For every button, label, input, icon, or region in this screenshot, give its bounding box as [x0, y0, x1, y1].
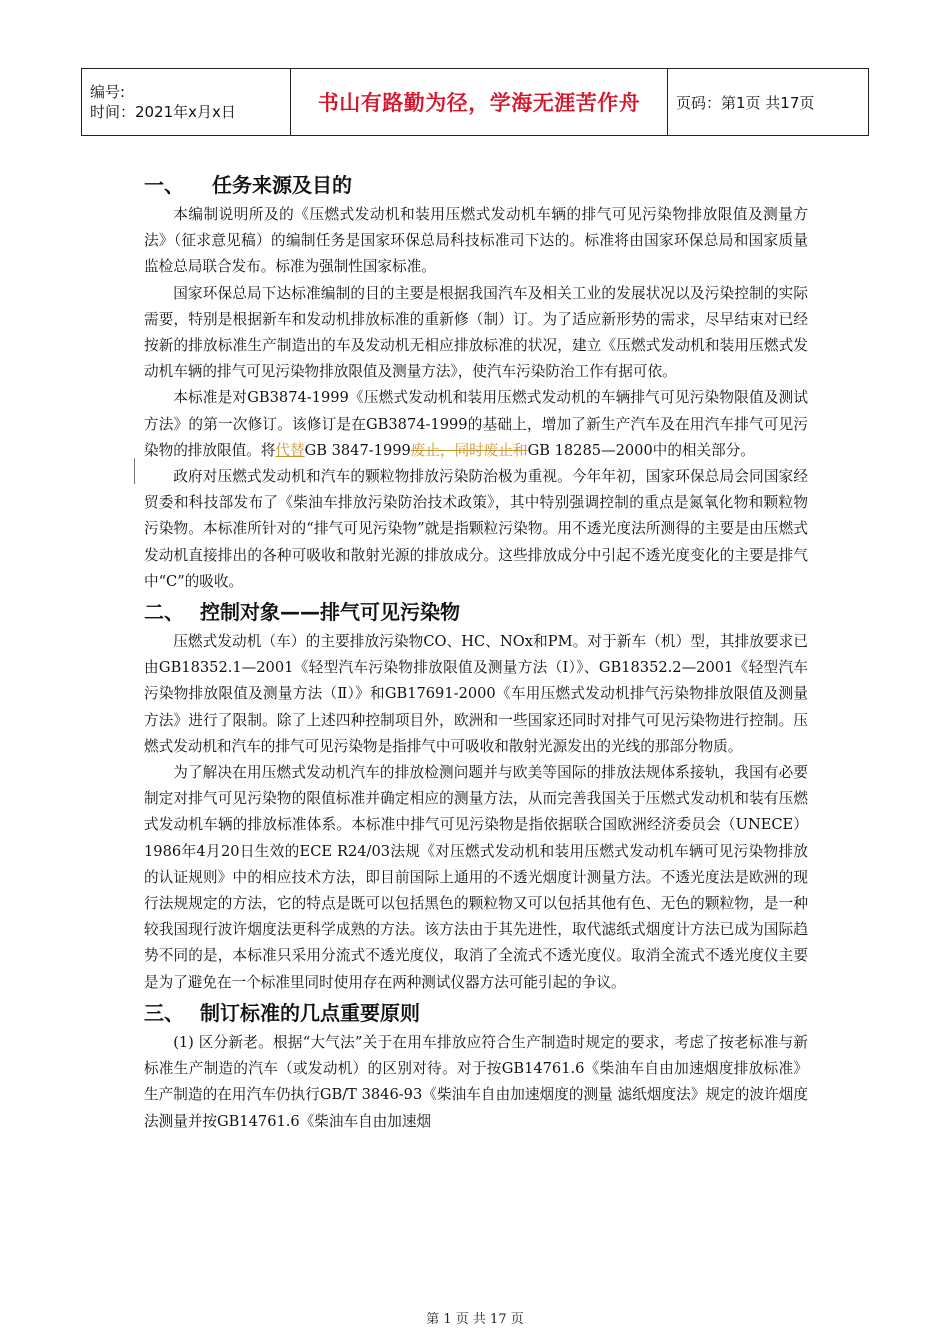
paragraph: (1) 区分新老。根据“大气法”关于在用车排放应符合生产制造时规定的要求，考虑了按老标准与新标准生产制造的汽车（或发动机）的区别对待。对于按GB14761.6《柴油车自由加速烟度排放标准》生产制造的在用汽车仍执行GB/T 3846-93《柴油车自由加速烟度的测量 滤纸烟度法》规定的波许烟度法测量并按GB14761.6《柴油车自由加速烟: [144, 1033, 808, 1130]
header-page-info: 页码：第1页 共17页: [676, 93, 815, 112]
document-time-label: 时间：2021年x月x日: [90, 103, 236, 121]
inserted-text: 代替: [275, 441, 305, 459]
paragraph: 国家环保总局下达标准编制的目的主要是根据我国汽车及相关工业的发展状况以及污染控制的实际需要，特别是根据新车和发动机排放标准的重新修（制）订。为了适应新形势的需求，尽早结束对已经按新的排放标准生产制造出的车及发动机无相应排放标准的状况，建立《压燃式发动机和装用压燃式发动机车辆的排气可见污染物排放限值及测量方法》，使汽车污染防治工作有据可依。: [144, 284, 808, 381]
header-motto-cell: [291, 69, 668, 136]
paragraph: 压燃式发动机（车）的主要排放污染物CO、HC、NOx和PM。对于新车（机）型，其排放要求已由GB18352.1—2001《轻型汽车污染物排放限值及测量方法（Ⅰ）》、GB18352.2—2001《轻型汽车污染物排放限值及测量方法（Ⅱ）》和GB17691-2000《车用压燃式发动机排气污染物排放限值及测量方法》进行了限制。除了上述四种控制项目外，欧洲和一些国家还同时对排气可见污染物进行控制。压燃式发动机和汽车的排气可见污染物是指排气中可吸收和散射光源发出的光线的那部分物质。: [144, 633, 808, 755]
section-heading-3: 三、 制订标准的几点重要原则: [144, 1000, 420, 1025]
header-page-cell: [668, 69, 869, 136]
revised-paragraph: 本标准是对GB3874-1999《压燃式发动机和装用压燃式发动机的车辆排气可见污染物限值及测试方法》的第一次修订。该修订是在GB3874-1999的基础上，增加了新生产汽车及在用汽车排气可见污染物的排放限值。将代替GB 3847-1999废止，同时废止和GB 18285—2000中的相关部分。: [144, 389, 808, 459]
paragraph: 政府对压燃式发动机和汽车的颗粒物排放污染防治极为重视。今年年初，国家环保总局会同国家经贸委和科技部发布了《柴油车排放污染防治技术政策》，其中特别强调控制的重点是氮氧化物和颗粒物污染物。本标准所针对的“排气可见污染物”就是指颗粒污染物。用不透光度法所测得的主要是由压燃式发动机直接排出的各种可吸收和散射光源的排放成分。这些排放成分中引起不透光度变化的主要是排气中“C”的吸收。: [144, 468, 808, 590]
paragraph: 为了解决在用压燃式发动机汽车的排放检测问题并与欧美等国际的排放法规体系接轨，我国有必要制定对排气可见污染物的限值标准并确定相应的测量方法，从而完善我国关于压燃式发动机和装有压燃式发动机车辆的排放标准体系。本标准中排气可见污染物是指依据联合国欧洲经济委员会（UNECE）1986年4月20日生效的ECE R24/03法规《对压燃式发动机和装用压燃式发动机车辆可见污染物排放的认证规则》中的相应技术方法，即目前国际上通用的不透光烟度计测量方法。不透光度法是欧洲的现行法规规定的方法，它的特点是既可以包括黑色的颗粒物又可以包括其他有色、无色的颗粒物，是一种较我国现行波许烟度法更科学成熟的方法。该方法由于其先进性，取代滤纸式烟度计方法已成为国际趋势不同的是，本标准只采用分流式不透光度仪，取消了全流式不透光度仪。取消全流式不透光度仪主要是为了避免在一个标准里同时使用存在两种测试仪器方法可能引起的争议。: [144, 764, 808, 991]
revision-change-bar: [134, 458, 135, 484]
section-heading-2: 二、 控制对象——排气可见污染物: [144, 600, 460, 625]
deleted-text: 废止，同时废止和: [410, 441, 528, 459]
document-number-label: 编号:: [90, 83, 126, 101]
paragraph: 本编制说明所及的《压燃式发动机和装用压燃式发动机车辆的排气可见污染物排放限值及测量方法》（征求意见稿）的编制任务是国家环保总局科技标准司下达的。标准将由国家环保总局和国家质量监检总局联合发布。标准为强制性国家标准。: [144, 206, 808, 276]
header-table: [81, 68, 869, 136]
header-motto: 书山有路勤为径，学海无涯苦作舟: [317, 91, 641, 115]
page-footer: 第 1 页 共 17 页: [426, 1312, 524, 1327]
document-body: [144, 168, 808, 1135]
section-heading-1: 一、 任务来源及目的: [144, 173, 352, 197]
header-meta-cell: [82, 69, 291, 136]
